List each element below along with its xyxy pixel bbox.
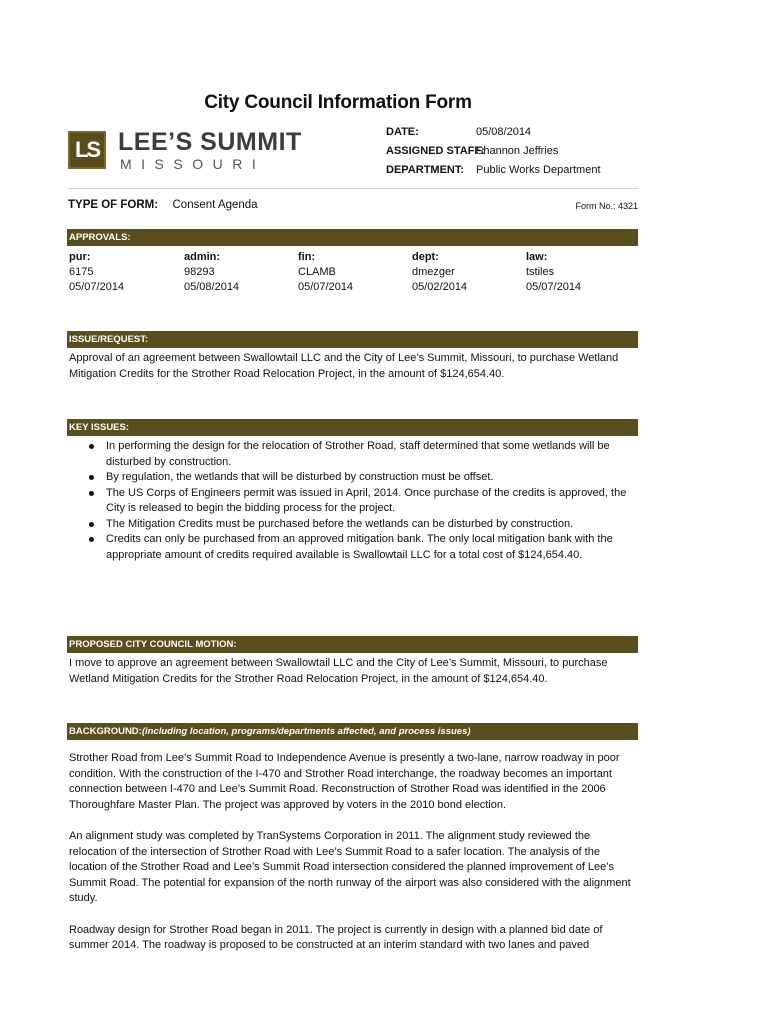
key-issue-text: Credits can only be purchased from an approved mitigation bank. The only local mitigation bank with the appropriate amount of credits required available is Swallowtail LLC for a total cost of $124,654.40.: [106, 533, 613, 561]
key-issues-heading: KEY ISSUES:: [67, 419, 638, 436]
key-issue-text: By regulation, the wetlands that will be disturbed by construction must be offset.: [106, 471, 494, 483]
logo-mark-text: LS: [74, 137, 100, 162]
key-issue-text: In performing the design for the relocation of Strother Road, staff determined that some wetlands will be disturbed by construction.: [106, 440, 610, 468]
approval-id: 6175: [69, 266, 94, 278]
issue-request-text: Approval of an agreement between Swallowtail LLC and the City of Lee’s Summit, Missouri, to purchase Wetland Mitigation Credits for the Strother Road Relocation Project, in the amount of $124,654.40.: [69, 352, 619, 380]
key-issue-text: The Mitigation Credits must be purchased before the wetlands can be disturbed by construction.: [106, 517, 574, 530]
lees-summit-logo: [68, 128, 308, 174]
approval-date: 05/07/2014: [526, 281, 582, 293]
bullet-icon: [89, 522, 94, 527]
background-paragraph: Roadway design for Strother Road began in 2011. The project is currently in design with a planned bid date of summer 2014. The roadway is proposed to be constructed at an interim standard with two lanes and paved: [69, 923, 603, 951]
background-heading: [67, 723, 638, 740]
key-issues-list: [69, 439, 634, 563]
approval-role: law:: [526, 251, 548, 263]
approval-column: [184, 250, 239, 295]
motion-heading: PROPOSED CITY COUNCIL MOTION:: [67, 636, 638, 653]
type-of-form-value: Consent Agenda: [172, 199, 258, 211]
approval-date: 05/08/2014: [184, 281, 240, 293]
key-issue-item: [69, 470, 634, 486]
background-body: [69, 751, 634, 970]
date-value: 05/08/2014: [476, 126, 532, 138]
key-issue-item: [69, 439, 634, 470]
approvals-heading: APPROVALS:: [67, 229, 638, 246]
motion-text: I move to approve an agreement between Swallowtail LLC and the City of Lee’s Summit, Missouri, to purchase Wetland Mitigation Credits for the Strother Road Relocation Project, in the amount of $124,654.40.: [69, 657, 608, 685]
background-paragraph: An alignment study was completed by TranSystems Corporation in 2011. The alignment study reviewed the relocation of the intersection of Strother Road with Lee’s Summit Road to a safer location. The analysis of the location of the Strother Road and Lee’s Summit Road intersection considered the planned improvement of Lee’s Summit Road. The potential for expansion of the north runway of the airport was also considered with the alignment study.: [69, 830, 631, 904]
assigned-staff-label: ASSIGNED STAFF:: [386, 145, 485, 157]
date-label: DATE:: [386, 126, 419, 138]
approval-column: [69, 250, 124, 295]
approval-date: 05/02/2014: [412, 281, 468, 293]
type-of-form-row: [68, 199, 258, 211]
key-issue-item: [69, 517, 634, 533]
approval-id: 98293: [184, 266, 215, 278]
key-issue-item: [69, 486, 634, 517]
approval-role: dept:: [412, 251, 439, 263]
issue-request-heading: ISSUE/REQUEST:: [67, 331, 638, 348]
header-divider: [68, 188, 638, 189]
background-paragraph: Strother Road from Lee’s Summit Road to Independence Avenue is presently a two-lane, narrow roadway in poor condition. With the construction of the I-470 and Strother Road interchange, the roadway becomes an important connection between I-470 and Lee’s Summit Road. Reconstruction of Strother Road was identified in the 2006 Thoroughfare Master Plan. The project was approved by voters in the 2010 bond election.: [69, 752, 620, 811]
approval-role: admin:: [184, 251, 221, 263]
key-issue-item: [69, 532, 634, 563]
form-number: Form No.: 4321: [575, 201, 638, 211]
bullet-icon: [89, 475, 94, 480]
approval-column: [298, 250, 353, 295]
approval-role: fin:: [298, 251, 316, 263]
ls-logo-mark: [68, 131, 106, 169]
approval-id: tstiles: [526, 266, 555, 278]
key-issue-text: The US Corps of Engineers permit was issued in April, 2014. Once purchase of the credits is approved, the City is released to begin the bidding process for the project.: [106, 486, 627, 514]
logo-city-name: LEE’S SUMMIT: [118, 128, 302, 156]
bullet-icon: [89, 537, 94, 542]
assigned-staff-value: Shannon Jeffries: [476, 145, 559, 157]
bullet-icon: [89, 491, 94, 496]
approval-role: pur:: [69, 251, 91, 263]
logo-state-name: MISSOURI: [120, 156, 266, 172]
department-label: DEPARTMENT:: [386, 164, 465, 176]
approval-id: dmezger: [412, 266, 455, 278]
department-value: Public Works Department: [476, 164, 601, 176]
approval-date: 05/07/2014: [69, 281, 125, 293]
background-heading-label: BACKGROUND:: [69, 726, 142, 737]
approval-id: CLAMB: [298, 266, 336, 278]
bullet-icon: [89, 444, 94, 449]
approval-column: [526, 250, 581, 295]
background-heading-note: (including location, programs/departments affected, and process issues): [141, 726, 471, 737]
approval-date: 05/07/2014: [298, 281, 354, 293]
form-title: City Council Information Form: [204, 92, 472, 113]
approval-column: [412, 250, 467, 295]
type-of-form-label: TYPE OF FORM:: [68, 199, 159, 211]
